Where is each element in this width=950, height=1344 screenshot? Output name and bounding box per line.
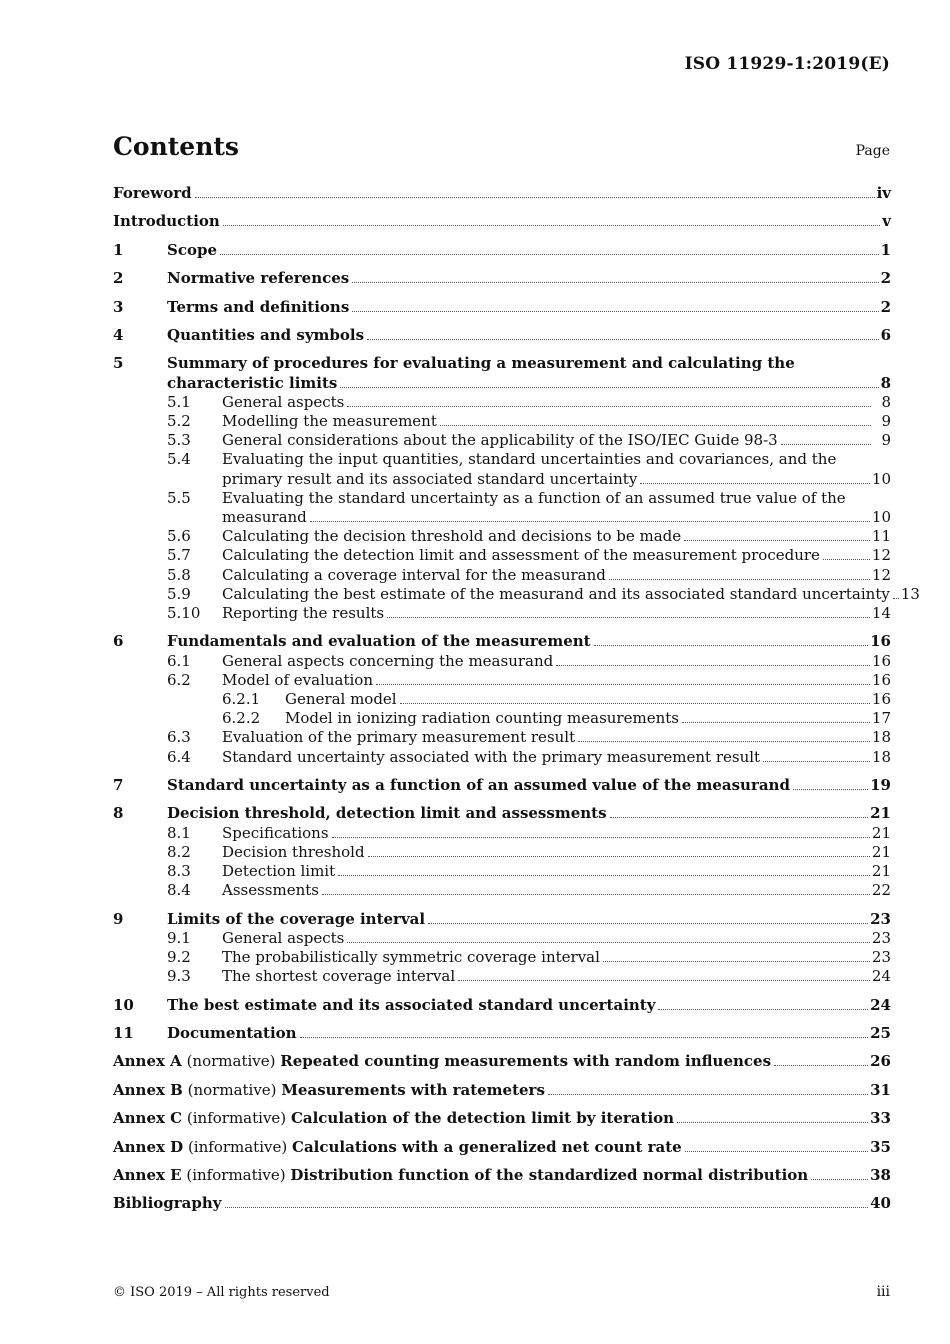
- toc-entry[interactable]: [113, 584, 920, 604]
- toc-entry-title: General aspects concerning the measurand: [222, 651, 554, 670]
- toc-entry-number: 6.4: [167, 747, 191, 766]
- toc-entry-title: Evaluating the input quantities, standard uncertainties and covariances, and the: [222, 450, 837, 469]
- toc-entry-title: The probabilistically symmetric coverage interval: [222, 947, 600, 966]
- toc-entry-number: 6.1: [167, 651, 191, 670]
- toc-entry-number: 8: [113, 804, 124, 823]
- toc-entry-page: 16: [871, 670, 891, 689]
- toc-entry-page: 11: [871, 527, 891, 546]
- contents-title: Contents: [113, 132, 240, 161]
- toc-entry[interactable]: [113, 298, 891, 317]
- dot-leader: [774, 1065, 868, 1066]
- toc-entry-page: 16: [871, 689, 891, 708]
- toc-entry-number: 6.2.2: [222, 709, 261, 728]
- dot-leader: [300, 1037, 869, 1038]
- toc-entry-title: Model in ionizing radiation counting measurements: [285, 709, 679, 728]
- toc-entry-number: 9.3: [167, 967, 191, 986]
- dot-leader: [376, 684, 870, 685]
- toc-entry-page: 6: [880, 325, 891, 344]
- toc-entry-page: iv: [876, 184, 891, 202]
- toc-entry[interactable]: [113, 804, 891, 823]
- toc-entry-title: Summary of procedures for evaluating a measurement and calculating the: [167, 354, 795, 373]
- toc-entry-page: 2: [880, 297, 891, 316]
- toc-entry-number: 7: [113, 775, 124, 794]
- toc-entry-title: Model of evaluation: [222, 670, 373, 689]
- toc-entry[interactable]: [113, 728, 891, 747]
- toc-entry-title: Calculating the detection limit and assessment of the measurement procedure: [222, 546, 820, 565]
- toc-entry-title: Introduction: [113, 212, 220, 231]
- toc-entry-number: 8.4: [167, 881, 191, 900]
- toc-entry[interactable]: [113, 948, 891, 967]
- dot-leader: [677, 1122, 868, 1123]
- dot-leader: [332, 837, 870, 838]
- toc-entry[interactable]: [113, 431, 891, 450]
- page-column-label: Page: [855, 143, 890, 159]
- toc-entry-page: 33: [870, 1109, 891, 1128]
- dot-leader: [658, 1009, 868, 1010]
- toc-entry-page: 21: [871, 823, 891, 842]
- toc-entry-number: 9.1: [167, 928, 191, 947]
- toc-entry-number: 8.3: [167, 861, 191, 880]
- toc-entry-title: Calculations with a generalized net count rate: [292, 1137, 682, 1156]
- dot-leader: [338, 875, 870, 876]
- toc-entry[interactable]: [113, 1109, 891, 1128]
- toc-entry[interactable]: [113, 843, 891, 862]
- toc-entry-title: Calculation of the detection limit by iteration: [290, 1109, 675, 1128]
- toc-entry[interactable]: [113, 489, 891, 527]
- toc-entry[interactable]: [113, 1024, 891, 1043]
- dot-leader: [400, 703, 870, 704]
- toc-entry-page: 23: [871, 947, 891, 966]
- toc-entry-number: 6: [113, 632, 124, 651]
- toc-entry[interactable]: [113, 1194, 891, 1213]
- toc-entry[interactable]: [113, 996, 891, 1015]
- toc-entry-page: 16: [870, 632, 891, 651]
- toc-entry[interactable]: [113, 546, 891, 565]
- toc-entry-title: Foreword: [113, 184, 192, 202]
- toc-entry-title: measurand: [222, 507, 307, 526]
- dot-leader: [368, 856, 870, 857]
- dot-leader: [556, 665, 870, 666]
- toc-entry[interactable]: [113, 1166, 891, 1185]
- toc-entry-page: 19: [870, 775, 891, 794]
- toc-entry[interactable]: [113, 1081, 891, 1100]
- toc-entry[interactable]: [113, 690, 891, 709]
- toc-entry-number: 5.2: [167, 411, 191, 430]
- toc-entry-title: Evaluation of the primary measurement result: [222, 728, 576, 747]
- copyright-notice: © ISO 2019 – All rights reserved: [113, 1285, 330, 1300]
- dot-leader: [367, 339, 878, 340]
- toc-entry-title: Decision threshold, detection limit and assessments: [167, 804, 607, 823]
- toc-entry-page: 10: [871, 469, 891, 488]
- dot-leader: [223, 225, 880, 226]
- toc-entry[interactable]: [113, 604, 891, 623]
- toc-entry-number: 3: [113, 297, 124, 316]
- toc-entry-page: 21: [870, 804, 891, 823]
- toc-entry-title: Assessments: [222, 881, 319, 900]
- annex-heading: [113, 1109, 676, 1128]
- toc-entry-title: General model: [285, 689, 397, 708]
- toc-entry-number: 5.1: [167, 392, 191, 411]
- toc-entry[interactable]: [113, 862, 891, 881]
- dot-leader: [548, 1094, 868, 1095]
- toc-entry[interactable]: [113, 354, 891, 392]
- toc-entry[interactable]: [113, 929, 891, 948]
- toc-entry[interactable]: [113, 450, 891, 488]
- toc-entry-title: General aspects: [222, 928, 345, 947]
- toc-entry-number: 2: [113, 269, 124, 288]
- toc-entry-title: Limits of the coverage interval: [167, 909, 426, 928]
- toc-entry-number: 6.3: [167, 728, 191, 747]
- dot-leader: [347, 942, 870, 943]
- toc-entry-title: Standard uncertainty as a function of an assumed value of the measurand: [167, 775, 790, 794]
- toc-entry-page: 12: [871, 546, 891, 565]
- toc-entry-page: v: [882, 212, 891, 231]
- toc-entry-title: Calculating a coverage interval for the measurand: [222, 565, 606, 584]
- toc-entry-page: 17: [871, 709, 891, 728]
- toc-entry-number: 1: [113, 240, 124, 259]
- toc-entry[interactable]: [113, 748, 891, 767]
- toc-entry-page: 22: [871, 881, 891, 900]
- toc-entry[interactable]: [113, 566, 891, 585]
- toc-entry[interactable]: [113, 910, 891, 929]
- dot-leader: [609, 579, 870, 580]
- toc-entry-number: 5.7: [167, 546, 191, 565]
- annex-type: (informative): [186, 1165, 286, 1184]
- toc-entry[interactable]: [113, 881, 891, 900]
- toc-entry-page: 25: [870, 1023, 891, 1042]
- toc-entry-title: Specifications: [222, 823, 329, 842]
- dot-leader: [610, 817, 869, 818]
- toc-entry[interactable]: [113, 671, 891, 690]
- annex-label: Annex E: [113, 1165, 182, 1184]
- annex-type: (informative): [186, 1109, 287, 1128]
- dot-leader: [220, 254, 879, 255]
- toc-entry-number: 5.6: [167, 527, 191, 546]
- toc-entry-page: 21: [871, 842, 891, 861]
- toc-entry-number: 8.2: [167, 842, 191, 861]
- annex-type: (informative): [187, 1137, 288, 1156]
- toc-entry-title: Repeated counting measurements with random influences: [280, 1052, 772, 1071]
- standard-identifier: ISO 11929-1:2019(E): [684, 54, 890, 74]
- table-of-contents: [113, 184, 920, 1214]
- dot-leader: [225, 1207, 869, 1208]
- toc-entry-number: 5.10: [167, 603, 201, 622]
- dot-leader: [458, 980, 870, 981]
- toc-entry[interactable]: [113, 709, 891, 728]
- dot-leader: [322, 894, 870, 895]
- annex-label: Annex D: [113, 1137, 184, 1156]
- toc-entry-title: General considerations about the applicability of the ISO/IEC Guide 98-3: [222, 431, 778, 450]
- toc-entry-number: 5.8: [167, 565, 191, 584]
- dot-leader: [352, 311, 878, 312]
- dot-leader: [685, 1151, 868, 1152]
- toc-entry-title: Decision threshold: [222, 842, 365, 861]
- dot-leader: [310, 521, 870, 522]
- annex-label: Annex A: [113, 1052, 182, 1071]
- annex-heading: [113, 1166, 810, 1185]
- toc-entry-page: 14: [871, 603, 891, 622]
- annex-type: (normative): [186, 1052, 276, 1071]
- toc-entry[interactable]: [113, 824, 891, 843]
- toc-entry-title: Modelling the measurement: [222, 411, 437, 430]
- toc-entry-title: Evaluating the standard uncertainty as a function of an assumed true value of the: [222, 488, 846, 507]
- toc-entry[interactable]: [113, 241, 891, 260]
- toc-entry-page: 21: [871, 861, 891, 880]
- toc-entry-number: 5.4: [167, 450, 191, 469]
- toc-entry-page: 13: [900, 584, 920, 603]
- dot-leader: [440, 425, 871, 426]
- dot-leader: [763, 761, 870, 762]
- toc-entry-page: 12: [871, 565, 891, 584]
- dot-leader: [387, 617, 870, 618]
- toc-entry[interactable]: [113, 632, 891, 651]
- toc-entry-title: Fundamentals and evaluation of the measurement: [167, 632, 591, 651]
- toc-entry-title: primary result and its associated standard uncertainty: [222, 469, 638, 488]
- dot-leader: [428, 923, 868, 924]
- toc-entry-number: 5.5: [167, 488, 191, 507]
- toc-entry-title: Terms and definitions: [167, 297, 350, 316]
- toc-entry-number: 5.3: [167, 431, 191, 450]
- annex-type: (normative): [187, 1080, 277, 1099]
- toc-entry-page: 2: [880, 269, 891, 288]
- toc-entry-title: Distribution function of the standardized normal distribution: [290, 1165, 809, 1184]
- toc-entry-title: Documentation: [167, 1023, 297, 1042]
- toc-entry[interactable]: [113, 412, 891, 431]
- toc-entry-page: 9: [881, 431, 891, 450]
- toc-entry[interactable]: [113, 393, 891, 412]
- toc-entry-title: Quantities and symbols: [167, 325, 365, 344]
- toc-entry-title: General aspects: [222, 392, 345, 411]
- toc-entry-page: 38: [870, 1165, 891, 1184]
- toc-entry-title: The best estimate and its associated standard uncertainty: [167, 995, 656, 1014]
- page-number: iii: [876, 1284, 890, 1300]
- toc-entry-page: 31: [870, 1080, 891, 1099]
- toc-entry-page: 23: [871, 928, 891, 947]
- annex-label: Annex C: [113, 1109, 183, 1128]
- toc-entry-title: Standard uncertainty associated with the primary measurement result: [222, 747, 761, 766]
- toc-entry[interactable]: [113, 527, 891, 546]
- toc-entry-title: Bibliography: [113, 1194, 222, 1213]
- toc-entry-page: 40: [870, 1194, 891, 1213]
- dot-leader: [682, 722, 870, 723]
- toc-entry-number: 4: [113, 325, 124, 344]
- dot-leader: [594, 645, 869, 646]
- toc-entry-title: Normative references: [167, 269, 350, 288]
- toc-entry-page: 18: [871, 747, 891, 766]
- dot-leader: [684, 540, 870, 541]
- toc-entry-page: 35: [870, 1137, 891, 1156]
- dot-leader: [811, 1179, 868, 1180]
- toc-entry-page: 8: [881, 392, 891, 411]
- toc-entry-page: 23: [870, 909, 891, 928]
- dot-leader: [823, 559, 870, 560]
- toc-entry[interactable]: [113, 269, 891, 288]
- toc-entry[interactable]: [113, 652, 891, 671]
- toc-entry-page: 1: [880, 240, 891, 259]
- annex-label: Annex B: [113, 1080, 183, 1099]
- toc-entry-number: 9.2: [167, 947, 191, 966]
- toc-entry-page: 10: [871, 507, 891, 526]
- toc-entry-number: 8.1: [167, 823, 191, 842]
- toc-entry-number: 11: [113, 1023, 134, 1042]
- toc-entry-page: 26: [870, 1052, 891, 1071]
- annex-heading: [113, 1081, 547, 1100]
- toc-entry-number: 9: [113, 909, 124, 928]
- dot-leader: [893, 598, 899, 599]
- toc-entry-title: Reporting the results: [222, 603, 385, 622]
- annex-heading: [113, 1138, 684, 1157]
- toc-entry-number: 5.9: [167, 584, 191, 603]
- toc-entry-page: 24: [871, 967, 891, 986]
- toc-entry[interactable]: [113, 1138, 891, 1157]
- dot-leader: [347, 406, 871, 407]
- toc-entry-title: Detection limit: [222, 861, 336, 880]
- toc-entry-page: 16: [871, 651, 891, 670]
- toc-entry-title: The shortest coverage interval: [222, 967, 456, 986]
- toc-entry[interactable]: [113, 967, 891, 986]
- toc-entry-number: 10: [113, 995, 134, 1014]
- dot-leader: [640, 483, 870, 484]
- toc-entry[interactable]: [113, 326, 891, 345]
- toc-entry-number: 6.2: [167, 670, 191, 689]
- toc-entry-page: 18: [871, 728, 891, 747]
- dot-leader: [578, 741, 870, 742]
- annex-heading: [113, 1052, 773, 1071]
- toc-entry-title: Calculating the decision threshold and decisions to be made: [222, 527, 682, 546]
- toc-entry-page: 24: [870, 995, 891, 1014]
- toc-entry[interactable]: [113, 776, 891, 795]
- dot-leader: [340, 387, 878, 388]
- toc-entry-title: Measurements with ratemeters: [281, 1080, 545, 1099]
- toc-entry-page: 8: [880, 373, 891, 392]
- toc-entry-number: 6.2.1: [222, 689, 261, 708]
- toc-entry[interactable]: [113, 1052, 891, 1071]
- toc-entry-page: 9: [881, 411, 891, 430]
- toc-entry-title: Scope: [167, 240, 218, 259]
- toc-entry-title: Calculating the best estimate of the measurand and its associated standard uncertainty: [222, 584, 890, 603]
- toc-entry-number: 5: [113, 354, 124, 373]
- toc-entry-title: characteristic limits: [167, 373, 338, 392]
- toc-entry[interactable]: [113, 184, 891, 203]
- dot-leader: [195, 197, 875, 198]
- dot-leader: [352, 282, 878, 283]
- dot-leader: [793, 789, 868, 790]
- dot-leader: [781, 444, 871, 445]
- toc-entry[interactable]: [113, 212, 891, 231]
- dot-leader: [603, 961, 870, 962]
